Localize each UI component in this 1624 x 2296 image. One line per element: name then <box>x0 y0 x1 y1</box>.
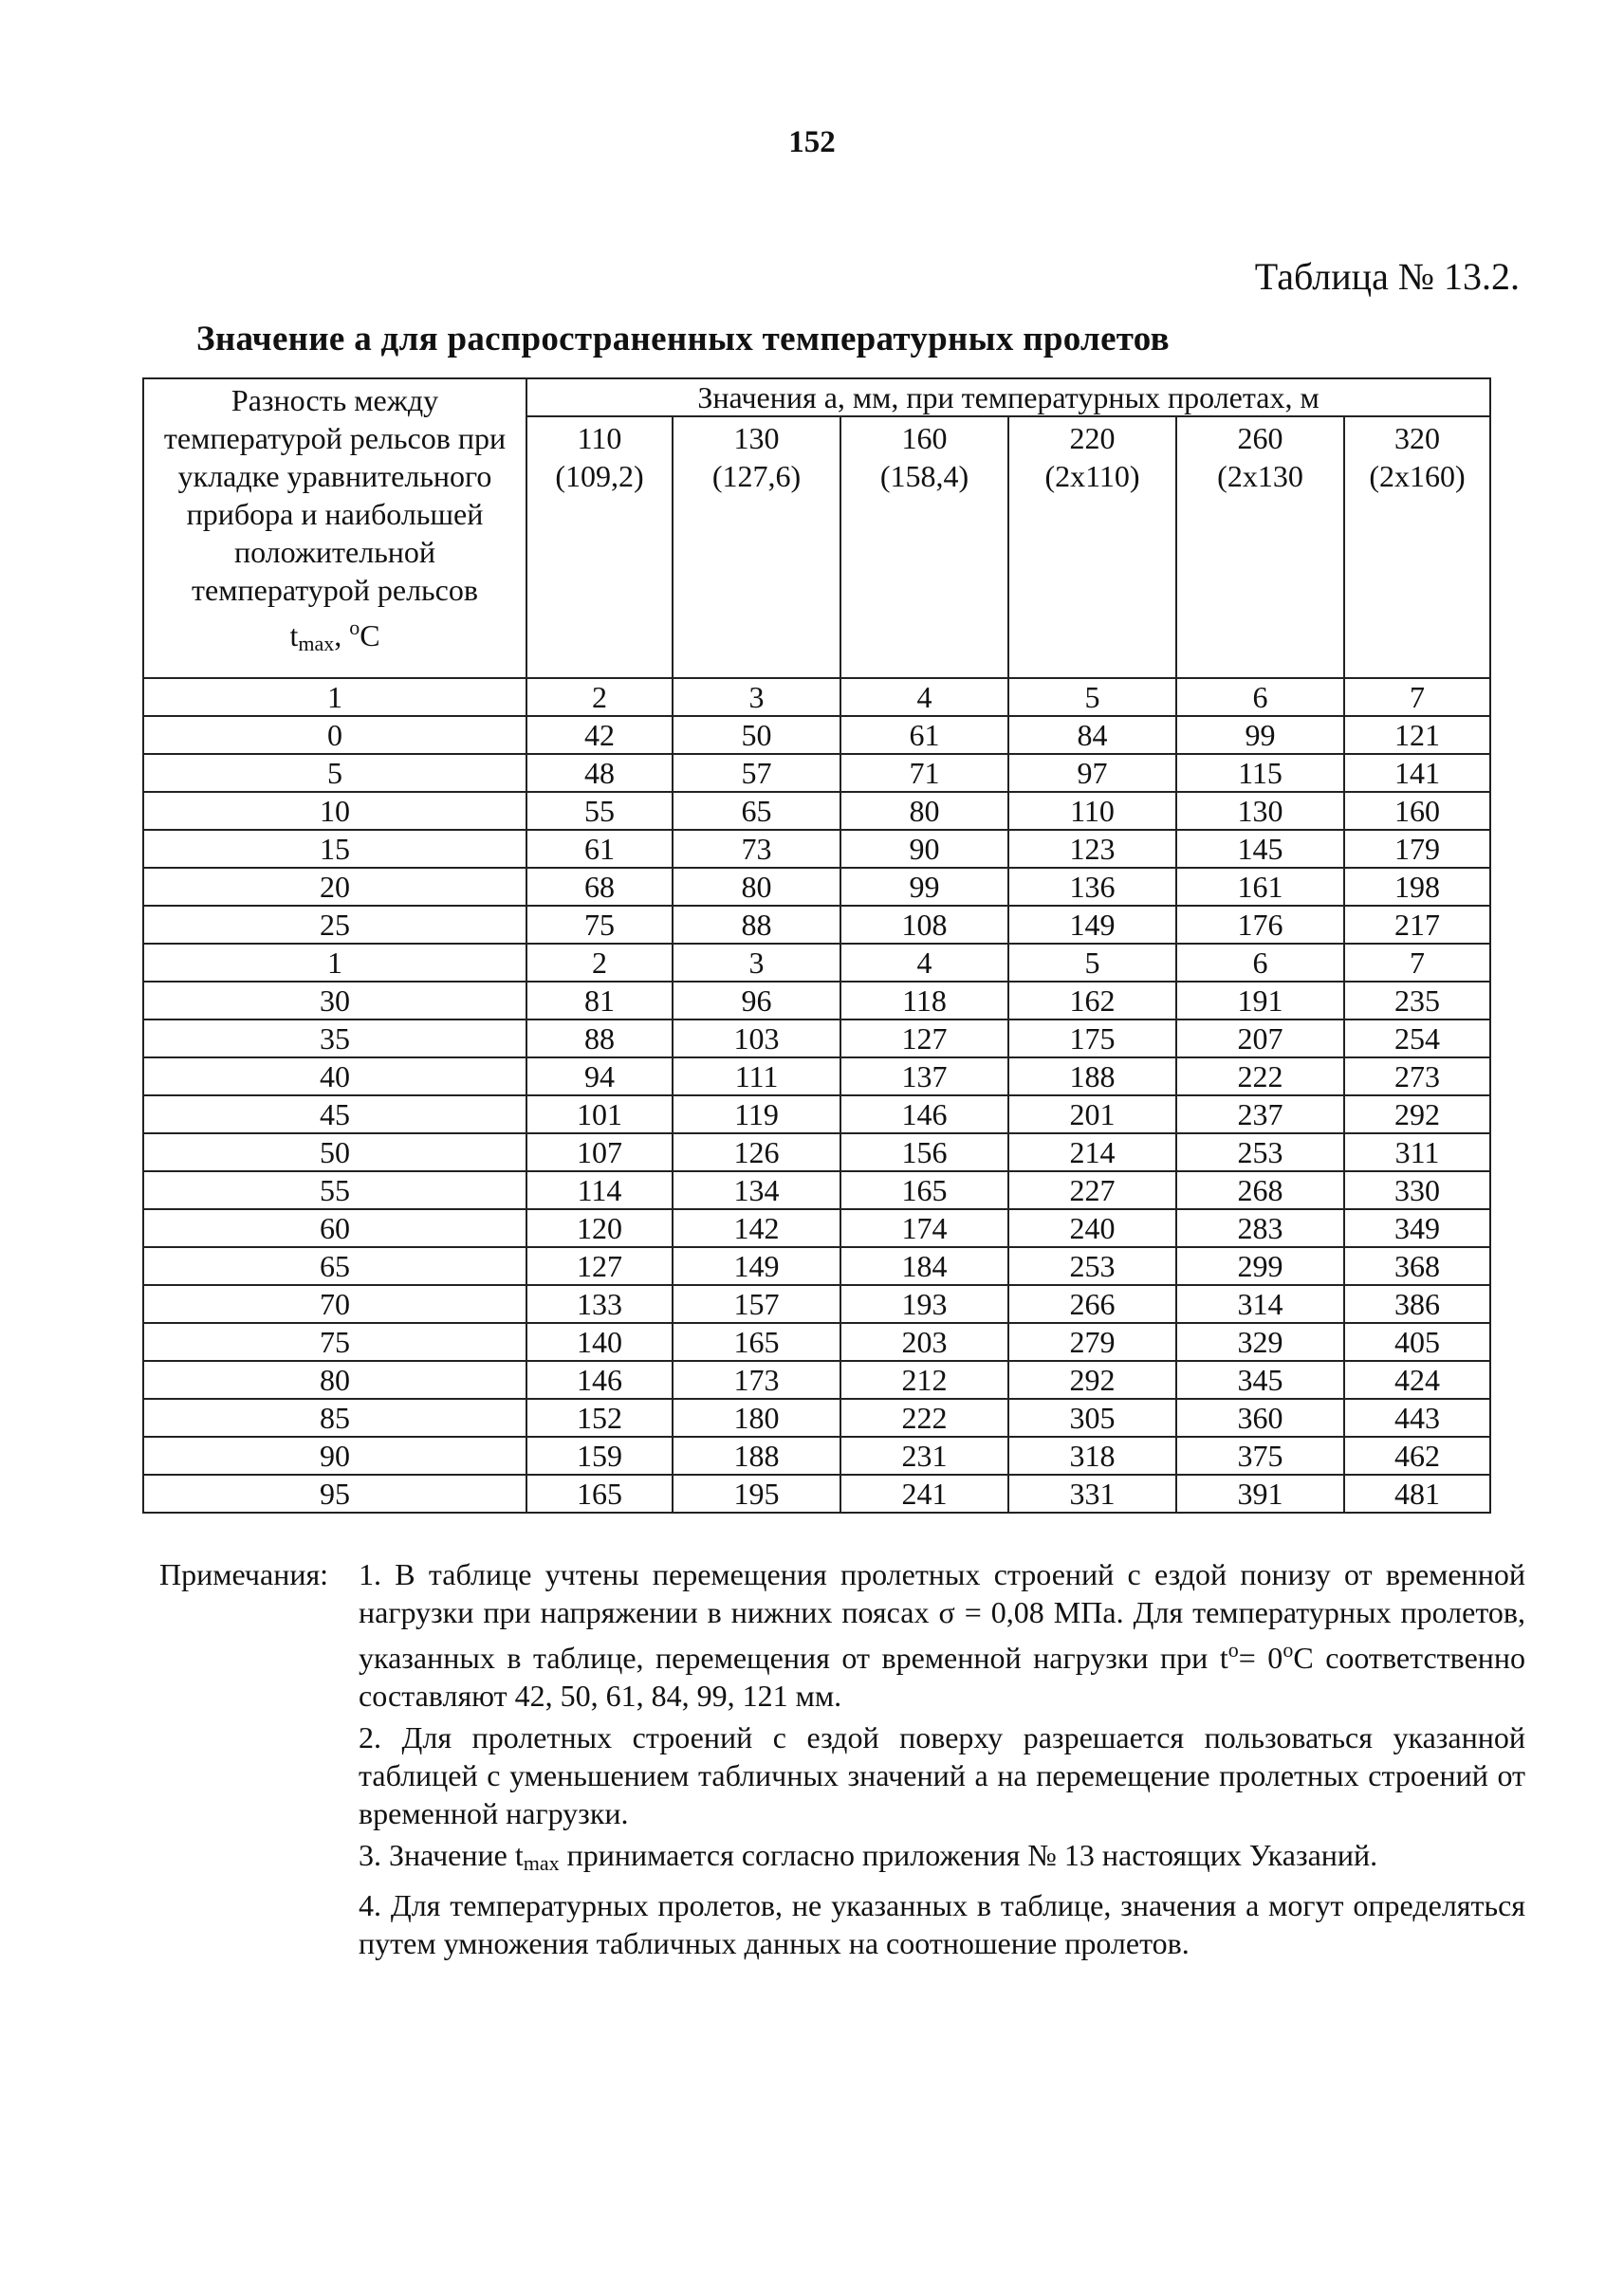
table-cell: 165 <box>526 1475 673 1513</box>
table-cell: 96 <box>673 982 840 1019</box>
table-cell: 4 <box>840 944 1008 982</box>
table-cell: 111 <box>673 1057 840 1095</box>
row-label-var: t <box>289 618 299 652</box>
note-4: 4. Для температурных пролетов, не указанных в таблице, значения а могут определяться путем умножения табличных данных на соотношение пролетов. <box>359 1888 1525 1960</box>
table-cell: 3 <box>673 678 840 716</box>
table-cell: 68 <box>526 868 673 906</box>
span-header-cell <box>840 416 1008 678</box>
row-label-sep: , <box>334 618 350 652</box>
table-cell: 330 <box>1344 1171 1490 1209</box>
table-cell: 174 <box>840 1209 1008 1247</box>
table-cell: 253 <box>1008 1247 1176 1285</box>
table-row <box>143 1095 1490 1133</box>
table-cell: 195 <box>673 1475 840 1513</box>
table-cell: 481 <box>1344 1475 1490 1513</box>
table-row <box>143 1399 1490 1437</box>
table-cell: 145 <box>1176 830 1344 868</box>
table-cell: 146 <box>526 1361 673 1399</box>
table-cell: 60 <box>143 1209 526 1247</box>
table-row <box>143 1171 1490 1209</box>
table-cell: 140 <box>526 1323 673 1361</box>
table-cell: 268 <box>1176 1171 1344 1209</box>
table-cell: 188 <box>1008 1057 1176 1095</box>
table-cell: 149 <box>1008 906 1176 944</box>
table-cell: 141 <box>1344 754 1490 792</box>
table-cell: 55 <box>526 792 673 830</box>
table-cell: 157 <box>673 1285 840 1323</box>
table-cell: 318 <box>1008 1437 1176 1475</box>
span-note: (2x130 <box>1217 459 1303 493</box>
table-cell: 126 <box>673 1133 840 1171</box>
table-cell: 110 <box>1008 792 1176 830</box>
table-cell: 3 <box>673 944 840 982</box>
table-cell: 283 <box>1176 1209 1344 1247</box>
table-cell: 405 <box>1344 1323 1490 1361</box>
span-value: 320 <box>1394 421 1441 455</box>
table-cell: 266 <box>1008 1285 1176 1323</box>
table-title: Значение а для распространенных температурных пролетов <box>196 320 1170 358</box>
table-row <box>143 1019 1490 1057</box>
values-table <box>142 377 1491 1514</box>
table-cell: 345 <box>1176 1361 1344 1399</box>
row-label-unit: C <box>360 618 380 652</box>
table-cell: 191 <box>1176 982 1344 1019</box>
table-row <box>143 792 1490 830</box>
header-row-1 <box>143 378 1490 416</box>
table-cell: 40 <box>143 1057 526 1095</box>
table-row <box>143 868 1490 906</box>
table-cell: 173 <box>673 1361 840 1399</box>
table-cell: 30 <box>143 982 526 1019</box>
table-cell: 152 <box>526 1399 673 1437</box>
table-cell: 35 <box>143 1019 526 1057</box>
table-cell: 81 <box>526 982 673 1019</box>
table-cell: 99 <box>1176 716 1344 754</box>
table-cell: 108 <box>840 906 1008 944</box>
table-cell: 20 <box>143 868 526 906</box>
table-cell: 73 <box>673 830 840 868</box>
table-cell: 1 <box>143 944 526 982</box>
table-row <box>143 1285 1490 1323</box>
table-cell: 329 <box>1176 1323 1344 1361</box>
span-note: (127,6) <box>711 459 802 493</box>
table-row <box>143 678 1490 716</box>
table-cell: 0 <box>143 716 526 754</box>
table-row <box>143 754 1490 792</box>
table-cell: 90 <box>143 1437 526 1475</box>
span-note: (2x110) <box>1044 459 1140 493</box>
table-cell: 241 <box>840 1475 1008 1513</box>
table-cell: 305 <box>1008 1399 1176 1437</box>
table-cell: 97 <box>1008 754 1176 792</box>
table-cell: 127 <box>526 1247 673 1285</box>
table-cell: 80 <box>673 868 840 906</box>
table-cell: 156 <box>840 1133 1008 1171</box>
span-value: 130 <box>733 421 780 455</box>
table-cell: 375 <box>1176 1437 1344 1475</box>
table-row <box>143 1475 1490 1513</box>
table-cell: 161 <box>1176 868 1344 906</box>
table-cell: 114 <box>526 1171 673 1209</box>
span-note: (2x160) <box>1369 459 1466 493</box>
span-value: 260 <box>1237 421 1283 455</box>
table-cell: 188 <box>673 1437 840 1475</box>
table-cell: 70 <box>143 1285 526 1323</box>
table-cell: 107 <box>526 1133 673 1171</box>
table-cell: 184 <box>840 1247 1008 1285</box>
table-row <box>143 1209 1490 1247</box>
table-cell: 240 <box>1008 1209 1176 1247</box>
table-cell: 165 <box>840 1171 1008 1209</box>
table-cell: 299 <box>1176 1247 1344 1285</box>
table-cell: 75 <box>143 1323 526 1361</box>
table-cell: 90 <box>840 830 1008 868</box>
table-cell: 279 <box>1008 1323 1176 1361</box>
table-cell: 85 <box>143 1399 526 1437</box>
table-row <box>143 1361 1490 1399</box>
table-cell: 119 <box>673 1095 840 1133</box>
span-header-cell <box>526 416 673 678</box>
table-cell: 349 <box>1344 1209 1490 1247</box>
note-3: 3. Значение $t_{max}$ принимается согласно приложения № 13 настоящих Указаний. <box>359 1838 1378 1875</box>
table-cell: 253 <box>1176 1133 1344 1171</box>
table-cell: 71 <box>840 754 1008 792</box>
table-cell: 5 <box>1008 678 1176 716</box>
group-header: Значения а, мм, при температурных пролетах, м <box>526 378 1490 416</box>
table-cell: 462 <box>1344 1437 1490 1475</box>
table-cell: 193 <box>840 1285 1008 1323</box>
table-cell: 222 <box>840 1399 1008 1437</box>
table-row <box>143 1323 1490 1361</box>
table-cell: 2 <box>526 944 673 982</box>
table-cell: 88 <box>526 1019 673 1057</box>
span-value: 220 <box>1069 421 1116 455</box>
table-cell: 75 <box>526 906 673 944</box>
table-cell: 227 <box>1008 1171 1176 1209</box>
table-cell: 7 <box>1344 678 1490 716</box>
table-cell: 57 <box>673 754 840 792</box>
table-cell: 214 <box>1008 1133 1176 1171</box>
notes-lead: Примечания: <box>159 1557 329 1591</box>
table-cell: 45 <box>143 1095 526 1133</box>
table-cell: 5 <box>143 754 526 792</box>
notes <box>159 1555 1525 1966</box>
table-cell: 292 <box>1344 1095 1490 1133</box>
table-cell: 368 <box>1344 1247 1490 1285</box>
table-cell: 120 <box>526 1209 673 1247</box>
row-label-sub: max <box>298 632 335 655</box>
table-cell: 6 <box>1176 944 1344 982</box>
table-cell: 127 <box>840 1019 1008 1057</box>
table-cell: 314 <box>1176 1285 1344 1323</box>
table-cell: 176 <box>1176 906 1344 944</box>
table-cell: 217 <box>1344 906 1490 944</box>
table-cell: 103 <box>673 1019 840 1057</box>
table-cell: 94 <box>526 1057 673 1095</box>
span-note: (158,4) <box>879 459 969 493</box>
table-cell: 7 <box>1344 944 1490 982</box>
table-cell: 25 <box>143 906 526 944</box>
table-cell: 50 <box>143 1133 526 1171</box>
table-cell: 149 <box>673 1247 840 1285</box>
table-cell: 207 <box>1176 1019 1344 1057</box>
table-cell: 15 <box>143 830 526 868</box>
table-cell: 198 <box>1344 868 1490 906</box>
table-cell: 331 <box>1008 1475 1176 1513</box>
span-value: 110 <box>577 421 622 455</box>
note-2: 2. Для пролетных строений с ездой поверху разрешается пользоваться указанной таблицей с уменьшением табличных значений а на перемещение пролетных строений от временной нагрузки. <box>359 1720 1525 1830</box>
table-cell: 311 <box>1344 1133 1490 1171</box>
table-row <box>143 830 1490 868</box>
row-label-deg: o <box>349 615 360 639</box>
table-cell: 99 <box>840 868 1008 906</box>
table-cell: 201 <box>1008 1095 1176 1133</box>
table-cell: 203 <box>840 1323 1008 1361</box>
table-cell: 391 <box>1176 1475 1344 1513</box>
table-cell: 424 <box>1344 1361 1490 1399</box>
table-cell: 5 <box>1008 944 1176 982</box>
table-cell: 222 <box>1176 1057 1344 1095</box>
note-1: 1. В таблице учтены перемещения пролетных строений с ездой понизу от временной нагрузки при напряжении в нижних поясах σ = 0,08 МПа. Для температурных пролетов, указанных в таблице, перемещения от временной нагрузки при $t^o= 0^oС$ соответственно составляют 42, 50, 61, 84, 99, 121 мм. <box>359 1557 1526 1713</box>
table-cell: 50 <box>673 716 840 754</box>
page-number: 152 <box>788 125 836 159</box>
table-cell: 136 <box>1008 868 1176 906</box>
span-note: (109,2) <box>555 459 644 493</box>
table-cell: 84 <box>1008 716 1176 754</box>
table-cell: 443 <box>1344 1399 1490 1437</box>
table-cell: 146 <box>840 1095 1008 1133</box>
table-cell: 6 <box>1176 678 1344 716</box>
table-cell: 231 <box>840 1437 1008 1475</box>
table-cell: 235 <box>1344 982 1490 1019</box>
table-cell: 95 <box>143 1475 526 1513</box>
table-row <box>143 1057 1490 1095</box>
span-header-cell <box>673 416 840 678</box>
table-cell: 130 <box>1176 792 1344 830</box>
table-cell: 134 <box>673 1171 840 1209</box>
table-cell: 273 <box>1344 1057 1490 1095</box>
table-cell: 162 <box>1008 982 1176 1019</box>
span-value: 160 <box>901 421 948 455</box>
table-cell: 80 <box>840 792 1008 830</box>
row-label-header <box>143 378 526 678</box>
row-label-text: Разность между температурой рельсов при укладке уравнительного прибора и наибольшей положительной температурой рельсов <box>163 383 507 607</box>
table-cell: 101 <box>526 1095 673 1133</box>
table-cell: 48 <box>526 754 673 792</box>
span-header-cell <box>1344 416 1490 678</box>
table-row <box>143 1133 1490 1171</box>
table-cell: 159 <box>526 1437 673 1475</box>
table-cell: 4 <box>840 678 1008 716</box>
span-header-cell <box>1176 416 1344 678</box>
table-cell: 80 <box>143 1361 526 1399</box>
table-cell: 115 <box>1176 754 1344 792</box>
span-header-cell <box>1008 416 1176 678</box>
table-cell: 61 <box>526 830 673 868</box>
table-cell: 160 <box>1344 792 1490 830</box>
table-cell: 2 <box>526 678 673 716</box>
table-cell: 65 <box>143 1247 526 1285</box>
table-cell: 121 <box>1344 716 1490 754</box>
table-cell: 137 <box>840 1057 1008 1095</box>
table-row <box>143 906 1490 944</box>
table-row <box>143 982 1490 1019</box>
table-cell: 88 <box>673 906 840 944</box>
table-row <box>143 716 1490 754</box>
table-number: Таблица № 13.2. <box>1254 255 1520 298</box>
table-cell: 165 <box>673 1323 840 1361</box>
table-cell: 212 <box>840 1361 1008 1399</box>
table-cell: 1 <box>143 678 526 716</box>
table-cell: 142 <box>673 1209 840 1247</box>
table-row <box>143 1437 1490 1475</box>
table-cell: 360 <box>1176 1399 1344 1437</box>
table-cell: 386 <box>1344 1285 1490 1323</box>
table-cell: 179 <box>1344 830 1490 868</box>
table-cell: 175 <box>1008 1019 1176 1057</box>
table-cell: 133 <box>526 1285 673 1323</box>
table-cell: 42 <box>526 716 673 754</box>
table-cell: 55 <box>143 1171 526 1209</box>
table-cell: 118 <box>840 982 1008 1019</box>
table-cell: 237 <box>1176 1095 1344 1133</box>
table-row <box>143 1247 1490 1285</box>
table-cell: 180 <box>673 1399 840 1437</box>
table-cell: 123 <box>1008 830 1176 868</box>
table-cell: 61 <box>840 716 1008 754</box>
table-cell: 254 <box>1344 1019 1490 1057</box>
table-row <box>143 944 1490 982</box>
table-cell: 292 <box>1008 1361 1176 1399</box>
table-cell: 65 <box>673 792 840 830</box>
table-cell: 10 <box>143 792 526 830</box>
